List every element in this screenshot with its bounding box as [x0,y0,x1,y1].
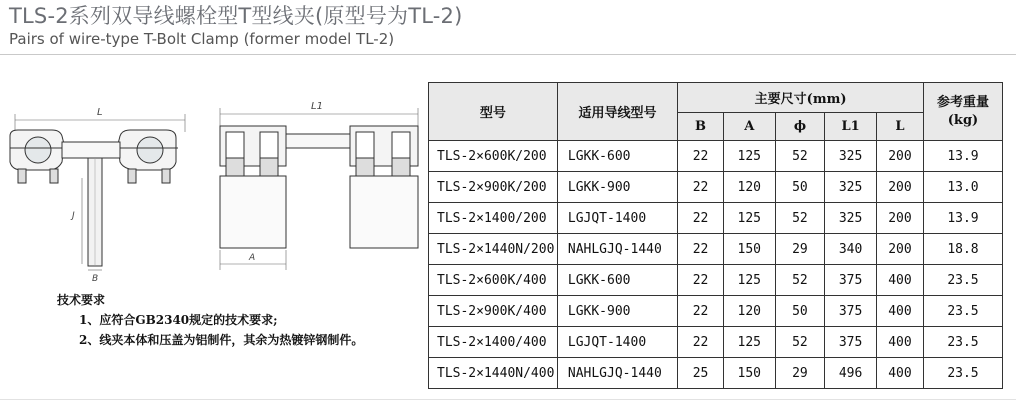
cell-L1: 375 [825,296,877,327]
cell-weight: 13.9 [923,141,1002,172]
cell-A: 125 [723,327,775,358]
cell-weight: 23.5 [923,265,1002,296]
header-conductor: 适用导线型号 [557,83,677,141]
cell-phi: 29 [775,358,825,389]
cell-weight: 23.5 [923,358,1002,389]
cell-model: TLS-2×600K/200 [429,141,558,172]
header-weight [923,83,1002,141]
cell-model: TLS-2×900K/400 [429,296,558,327]
cell-conductor: LGKK-900 [557,296,677,327]
specification-table-body [429,141,1003,389]
table-row [429,358,1003,389]
table-row [429,296,1003,327]
side-view [220,108,418,270]
cell-model: TLS-2×1400/200 [429,203,558,234]
cell-phi: 29 [775,234,825,265]
header-weight-unit: (kg) [947,112,979,128]
cell-A: 125 [723,141,775,172]
cell-B: 22 [678,172,724,203]
cell-L: 400 [876,358,923,389]
cell-B: 22 [678,296,724,327]
cell-L: 400 [876,327,923,358]
cell-A: 120 [723,172,775,203]
requirement-item-2: 2、线夹本体和压盖为铝制件，其余为热镀锌钢制件。 [79,333,364,347]
cell-A: 150 [723,234,775,265]
cell-L1: 496 [825,358,877,389]
cell-model: TLS-2×900K/200 [429,172,558,203]
cell-A: 125 [723,265,775,296]
cell-phi: 52 [775,141,825,172]
cell-B: 25 [678,358,724,389]
table-row [429,172,1003,203]
requirement-item-1: 1、应符合GB2340规定的技术要求; [79,313,278,327]
cell-L1: 375 [825,327,877,358]
clamp-technical-drawing [0,92,432,282]
cell-phi: 50 [775,172,825,203]
cell-phi: 52 [775,203,825,234]
cell-L: 400 [876,296,923,327]
cell-B: 22 [678,265,724,296]
cell-weight: 23.5 [923,327,1002,358]
cell-L1: 325 [825,172,877,203]
cell-L1: 375 [825,265,877,296]
technical-requirements [57,290,363,350]
cell-L: 200 [876,203,923,234]
cell-L1: 325 [825,141,877,172]
cell-model: TLS-2×1440N/200 [429,234,558,265]
header-B: B [678,113,724,141]
dimension-J-label: J [72,211,75,221]
cell-phi: 50 [775,296,825,327]
cell-weight: 18.8 [923,234,1002,265]
header-dimensions: 主要尺寸(mm) [678,83,924,113]
cell-L: 200 [876,141,923,172]
dimension-L-label: L [97,107,103,118]
cell-phi: 52 [775,265,825,296]
cell-conductor: LGKK-600 [557,265,677,296]
cell-L: 200 [876,234,923,265]
cell-model: TLS-2×1440N/400 [429,358,558,389]
cell-B: 22 [678,203,724,234]
header-L1: L1 [825,113,877,141]
header-L: L [876,113,923,141]
table-row [429,265,1003,296]
cell-conductor: LGKK-900 [557,172,677,203]
bottom-divider [0,399,1016,400]
cell-A: 150 [723,358,775,389]
cell-A: 120 [723,296,775,327]
cell-weight: 13.0 [923,172,1002,203]
cell-conductor: LGJQT-1400 [557,327,677,358]
table-row [429,203,1003,234]
dimension-L1-label: L1 [311,101,323,112]
header-A: A [723,113,775,141]
cell-conductor: LGKK-600 [557,141,677,172]
page-title: TLS-2系列双导线螺栓型T型线夹(原型号为TL-2) [9,4,463,28]
requirements-heading: 技术要求 [57,293,106,307]
front-view [10,114,185,270]
cell-B: 22 [678,327,724,358]
table-row [429,327,1003,358]
header-phi: ϕ [775,113,825,141]
dimension-B-label: B [92,274,99,282]
page-subtitle: Pairs of wire-type T-Bolt Clamp (former model TL-2) [9,30,395,48]
cell-conductor: LGJQT-1400 [557,203,677,234]
title-divider [0,54,1016,55]
cell-model: TLS-2×600K/400 [429,265,558,296]
table-row [429,234,1003,265]
cell-phi: 52 [775,327,825,358]
cell-B: 22 [678,141,724,172]
cell-weight: 23.5 [923,296,1002,327]
cell-weight: 13.9 [923,203,1002,234]
cell-B: 22 [678,234,724,265]
cell-L1: 340 [825,234,877,265]
cell-A: 125 [723,203,775,234]
dimension-A-label: A [249,253,256,263]
table-row [429,141,1003,172]
cell-L1: 325 [825,203,877,234]
cell-conductor: NAHLGJQ-1440 [557,234,677,265]
cell-L: 400 [876,265,923,296]
cell-model: TLS-2×1400/400 [429,327,558,358]
specification-table [428,82,1003,389]
header-weight-label: 参考重量 [936,94,989,110]
cell-conductor: NAHLGJQ-1440 [557,358,677,389]
header-model: 型号 [429,83,558,141]
cell-L: 200 [876,172,923,203]
